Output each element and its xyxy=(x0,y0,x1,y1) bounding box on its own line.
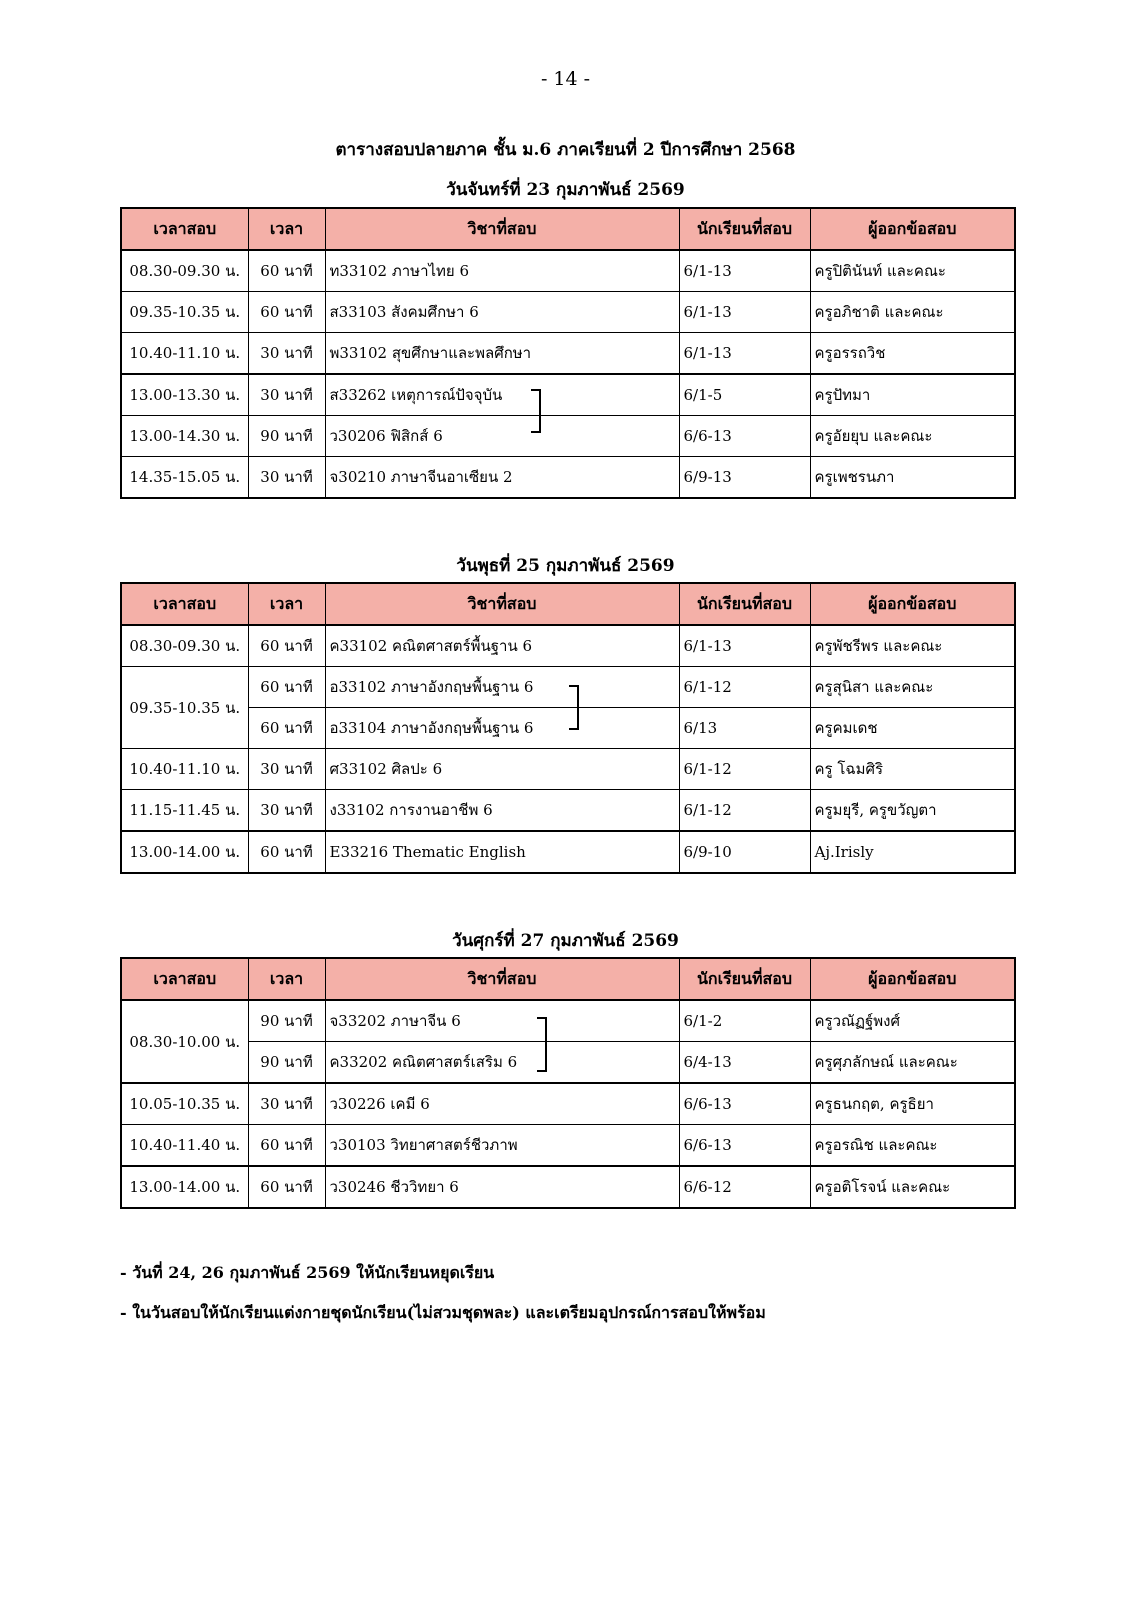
subject-cell: ส33103 สังคมศึกษา 6 xyxy=(325,292,679,333)
exam-time-cell: 09.35-10.35 น. xyxy=(121,292,248,333)
exam-table-wednesday xyxy=(120,582,1016,874)
subject-cell: ค33102 คณิตศาสตร์พื้นฐาน 6 xyxy=(325,625,679,667)
exam-time-cell: 10.40-11.10 น. xyxy=(121,749,248,790)
document-title: ตารางสอบปลายภาค ชั้น ม.6 ภาคเรียนที่ 2 ปีการศึกษา 2568 xyxy=(335,140,796,160)
subject-cell: ศ33102 ศิลปะ 6 xyxy=(325,749,679,790)
students-cell: 6/1-5 xyxy=(679,374,810,416)
subject-text: จ33202 ภาษาจีน 6 xyxy=(329,1012,461,1030)
header-teacher: ผู้ออกข้อสอบ xyxy=(810,208,1015,250)
teacher-cell: ครูพัชรีพร และคณะ xyxy=(810,625,1015,667)
teacher-cell: ครูมยุรี, ครูขวัญตา xyxy=(810,790,1015,832)
teacher-cell: ครูศุภลักษณ์ และคณะ xyxy=(810,1042,1015,1084)
duration-cell: 30 นาที xyxy=(248,333,325,375)
exam-time-cell: 09.35-10.35 น. xyxy=(121,667,248,749)
teacher-cell: ครูเพชรนภา xyxy=(810,457,1015,499)
exam-time-cell: 13.00-13.30 น. xyxy=(121,374,248,416)
exam-table-monday xyxy=(120,207,1016,499)
duration-cell: 30 นาที xyxy=(248,790,325,832)
teacher-cell: ครูอรรถวิช xyxy=(810,333,1015,375)
students-cell: 6/1-13 xyxy=(679,292,810,333)
duration-cell: 60 นาที xyxy=(248,1166,325,1208)
header-subject: วิชาที่สอบ xyxy=(325,208,679,250)
subject-cell: พ33102 สุขศึกษาและพลศึกษา xyxy=(325,333,679,375)
header-students: นักเรียนที่สอบ xyxy=(679,208,810,250)
day-heading-monday: วันจันทร์ที่ 23 กุมภาพันธ์ 2569 xyxy=(446,180,685,200)
subject-cell: อ33104 ภาษาอังกฤษพื้นฐาน 6 xyxy=(325,708,679,749)
table-row xyxy=(121,1125,1015,1167)
header-subject: วิชาที่สอบ xyxy=(325,958,679,1000)
teacher-cell: ครู โฉมศิริ xyxy=(810,749,1015,790)
students-cell: 6/6-13 xyxy=(679,1125,810,1167)
exam-time-cell: 11.15-11.45 น. xyxy=(121,790,248,832)
exam-time-cell: 10.40-11.10 น. xyxy=(121,333,248,375)
day-heading-friday: วันศุกร์ที่ 27 กุมภาพันธ์ 2569 xyxy=(452,931,679,951)
duration-cell: 30 นาที xyxy=(248,749,325,790)
subject-cell xyxy=(325,667,679,708)
students-cell: 6/9-10 xyxy=(679,831,810,873)
students-cell: 6/1-12 xyxy=(679,790,810,832)
duration-cell: 30 นาที xyxy=(248,1083,325,1125)
table-row xyxy=(121,333,1015,375)
header-duration: เวลา xyxy=(248,583,325,625)
duration-cell: 60 นาที xyxy=(248,708,325,749)
subject-cell: ค33202 คณิตศาสตร์เสริม 6 xyxy=(325,1042,679,1084)
header-duration: เวลา xyxy=(248,208,325,250)
students-cell: 6/6-13 xyxy=(679,416,810,457)
exam-time-cell: 10.05-10.35 น. xyxy=(121,1083,248,1125)
header-subject: วิชาที่สอบ xyxy=(325,583,679,625)
students-cell: 6/6-12 xyxy=(679,1166,810,1208)
subject-cell: ว30206 ฟิสิกส์ 6 xyxy=(325,416,679,457)
header-teacher: ผู้ออกข้อสอบ xyxy=(810,958,1015,1000)
note-holiday: - วันที่ 24, 26 กุมภาพันธ์ 2569 ให้นักเรียนหยุดเรียน xyxy=(120,1263,495,1282)
table-row xyxy=(121,625,1015,667)
note-uniform: - ในวันสอบให้นักเรียนแต่งกายชุดนักเรียน(ไม่สวมชุดพละ) และเตรียมอุปกรณ์การสอบให้พร้อม xyxy=(120,1303,766,1322)
exam-time-cell: 13.00-14.00 น. xyxy=(121,831,248,873)
students-cell: 6/6-13 xyxy=(679,1083,810,1125)
subject-cell: ว30103 วิทยาศาสตร์ชีวภาพ xyxy=(325,1125,679,1167)
table-header-row xyxy=(121,958,1015,1000)
students-cell: 6/1-13 xyxy=(679,250,810,292)
exam-time-cell: 14.35-15.05 น. xyxy=(121,457,248,499)
students-cell: 6/1-12 xyxy=(679,667,810,708)
duration-cell: 90 นาที xyxy=(248,1042,325,1084)
header-students: นักเรียนที่สอบ xyxy=(679,958,810,1000)
teacher-cell: ครูวณัฏฐ์พงศ์ xyxy=(810,1000,1015,1042)
subject-text: อ33102 ภาษาอังกฤษพื้นฐาน 6 xyxy=(329,678,534,696)
duration-cell: 90 นาที xyxy=(248,416,325,457)
teacher-cell: ครูอภิชาติ และคณะ xyxy=(810,292,1015,333)
students-cell: 6/4-13 xyxy=(679,1042,810,1084)
subject-cell: ว30226 เคมี 6 xyxy=(325,1083,679,1125)
teacher-cell: ครูคมเดช xyxy=(810,708,1015,749)
subject-cell: ง33102 การงานอาชีพ 6 xyxy=(325,790,679,832)
duration-cell: 30 นาที xyxy=(248,374,325,416)
duration-cell: 60 นาที xyxy=(248,1125,325,1167)
table-row xyxy=(121,457,1015,499)
subject-text: ส33262 เหตุการณ์ปัจจุบัน xyxy=(329,386,503,404)
day-heading-wednesday: วันพุธที่ 25 กุมภาพันธ์ 2569 xyxy=(456,556,675,576)
teacher-cell: ครูอติโรจน์ และคณะ xyxy=(810,1166,1015,1208)
table-row xyxy=(121,790,1015,832)
table-row xyxy=(121,708,1015,749)
subject-cell: ท33102 ภาษาไทย 6 xyxy=(325,250,679,292)
header-exam-time: เวลาสอบ xyxy=(121,583,248,625)
duration-cell: 60 นาที xyxy=(248,625,325,667)
table-header-row xyxy=(121,208,1015,250)
teacher-cell: ครูปิตินันท์ และคณะ xyxy=(810,250,1015,292)
students-cell: 6/13 xyxy=(679,708,810,749)
exam-time-cell: 13.00-14.30 น. xyxy=(121,416,248,457)
students-cell: 6/1-13 xyxy=(679,625,810,667)
students-cell: 6/9-13 xyxy=(679,457,810,499)
table-row xyxy=(121,1000,1015,1042)
header-duration: เวลา xyxy=(248,958,325,1000)
table-row xyxy=(121,250,1015,292)
table-row xyxy=(121,1083,1015,1125)
subject-cell: จ30210 ภาษาจีนอาเซียน 2 xyxy=(325,457,679,499)
duration-cell: 60 นาที xyxy=(248,292,325,333)
table-row xyxy=(121,374,1015,416)
table-row xyxy=(121,1166,1015,1208)
students-cell: 6/1-2 xyxy=(679,1000,810,1042)
table-row xyxy=(121,292,1015,333)
header-teacher: ผู้ออกข้อสอบ xyxy=(810,583,1015,625)
subject-cell: E33216 Thematic English xyxy=(325,831,679,873)
exam-time-cell: 10.40-11.40 น. xyxy=(121,1125,248,1167)
teacher-cell: ครูอัยยุบ และคณะ xyxy=(810,416,1015,457)
duration-cell: 60 นาที xyxy=(248,667,325,708)
exam-time-cell: 13.00-14.00 น. xyxy=(121,1166,248,1208)
table-row xyxy=(121,667,1015,708)
subject-cell xyxy=(325,1000,679,1042)
teacher-cell: ครูสุนิสา และคณะ xyxy=(810,667,1015,708)
students-cell: 6/1-12 xyxy=(679,749,810,790)
teacher-cell: Aj.Irisly xyxy=(810,831,1015,873)
exam-time-cell: 08.30-09.30 น. xyxy=(121,625,248,667)
duration-cell: 60 นาที xyxy=(248,831,325,873)
header-students: นักเรียนที่สอบ xyxy=(679,583,810,625)
header-exam-time: เวลาสอบ xyxy=(121,958,248,1000)
table-header-row xyxy=(121,583,1015,625)
duration-cell: 90 นาที xyxy=(248,1000,325,1042)
page-number: - 14 - xyxy=(540,68,591,90)
header-exam-time: เวลาสอบ xyxy=(121,208,248,250)
subject-cell xyxy=(325,374,679,416)
exam-time-cell: 08.30-10.00 น. xyxy=(121,1000,248,1083)
teacher-cell: ครูปัทมา xyxy=(810,374,1015,416)
students-cell: 6/1-13 xyxy=(679,333,810,375)
table-row xyxy=(121,1042,1015,1084)
duration-cell: 60 นาที xyxy=(248,250,325,292)
exam-time-cell: 08.30-09.30 น. xyxy=(121,250,248,292)
duration-cell: 30 นาที xyxy=(248,457,325,499)
teacher-cell: ครูอรณิช และคณะ xyxy=(810,1125,1015,1167)
teacher-cell: ครูธนกฤต, ครูธิยา xyxy=(810,1083,1015,1125)
table-row xyxy=(121,416,1015,457)
table-row xyxy=(121,749,1015,790)
table-row xyxy=(121,831,1015,873)
exam-table-friday xyxy=(120,957,1016,1209)
subject-cell: ว30246 ชีววิทยา 6 xyxy=(325,1166,679,1208)
